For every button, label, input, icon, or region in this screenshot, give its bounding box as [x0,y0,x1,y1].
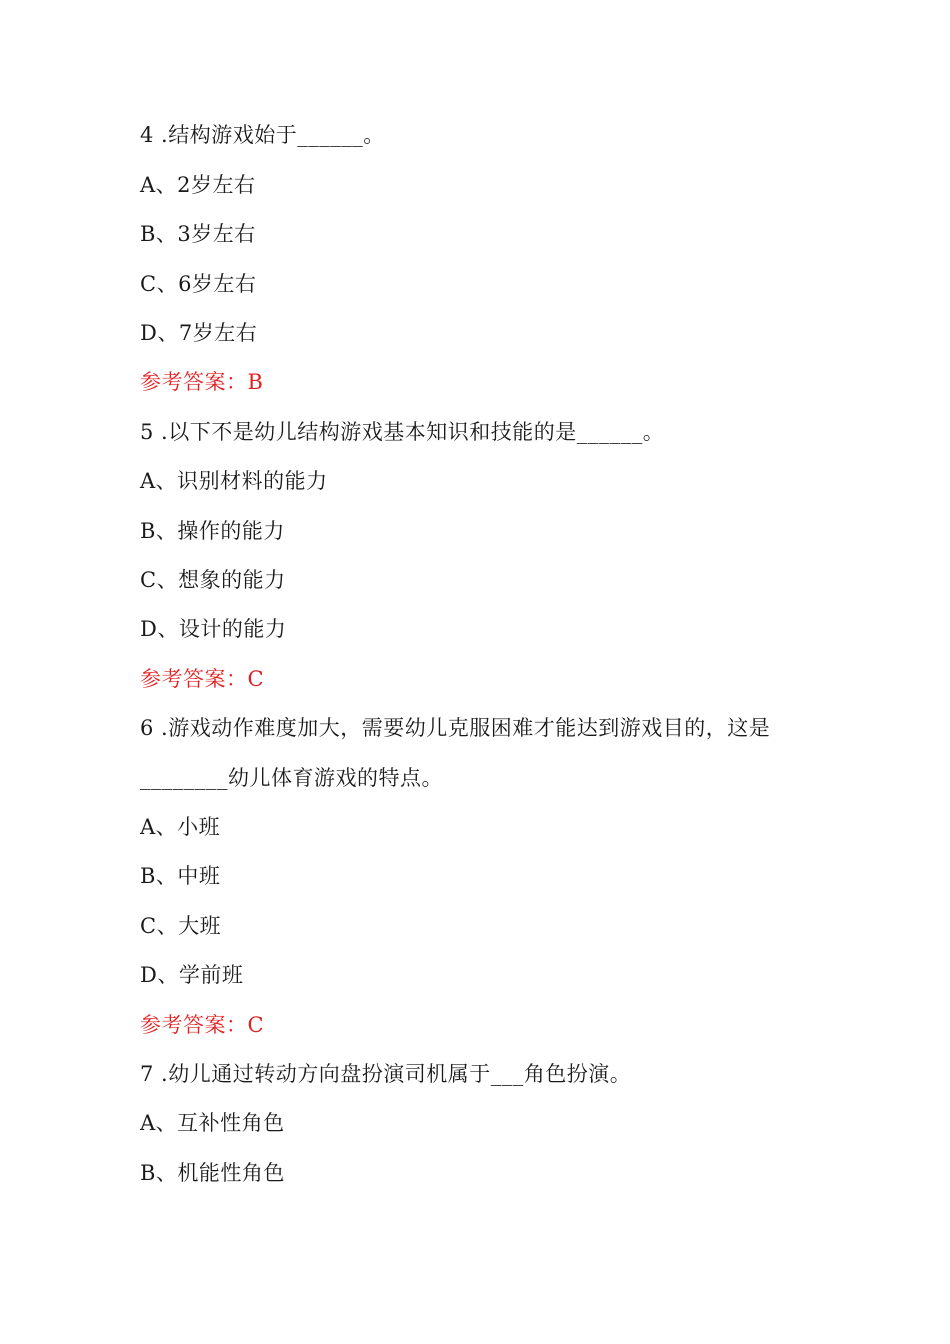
question-6-answer: 参考答案：C [140,1013,265,1037]
question-6-option-b: B、中班 [140,864,221,888]
question-5-option-b: B、操作的能力 [140,519,285,543]
question-6-option-a: A、小班 [140,815,221,839]
question-5-option-a: A、识别材料的能力 [140,469,328,493]
question-4-stem: 4 .结构游戏始于______。 [140,123,385,147]
question-4-option-d: D、7岁左右 [140,321,258,345]
question-5-option-d: D、设计的能力 [140,617,287,641]
question-7-option-b: B、机能性角色 [140,1161,285,1185]
question-5-answer: 参考答案：C [140,667,265,691]
question-6-option-d: D、学前班 [140,963,244,987]
question-6-stem-line2: ________幼儿体育游戏的特点。 [140,766,443,790]
question-7-stem: 7 .幼儿通过转动方向盘扮演司机属于___角色扮演。 [140,1062,632,1086]
question-4-option-c: C、6岁左右 [140,272,257,296]
question-5-option-c: C、想象的能力 [140,568,286,592]
question-6-stem-line1: 6 .游戏动作难度加大，需要幼儿克服困难才能达到游戏目的，这是 [140,716,771,740]
question-4-answer: 参考答案：B [140,370,264,394]
question-5-stem: 5 .以下不是幼儿结构游戏基本知识和技能的是______。 [140,420,665,444]
question-7-option-a: A、互补性角色 [140,1111,285,1135]
question-4-option-a: A、2岁左右 [140,173,256,197]
question-6-option-c: C、大班 [140,914,222,938]
question-4-option-b: B、3岁左右 [140,222,256,246]
